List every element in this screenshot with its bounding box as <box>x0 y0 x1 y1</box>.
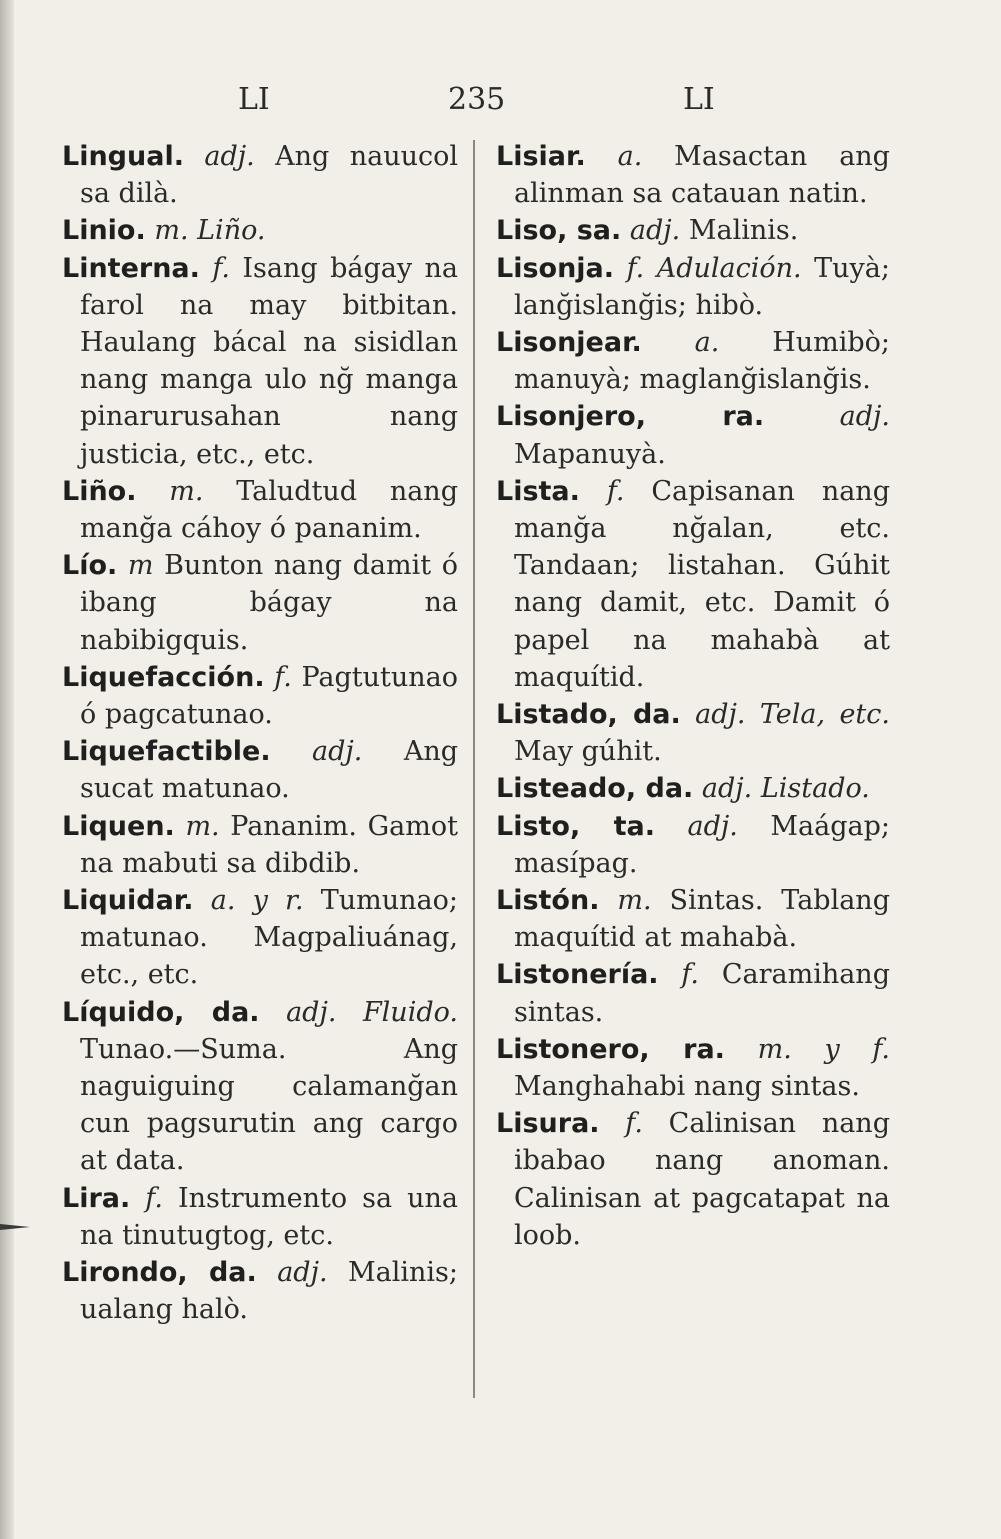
entry-grammar: a. y r. <box>210 885 304 917</box>
entry-grammar: adj. Fluido. <box>286 996 458 1028</box>
entry-grammar: f. <box>681 959 700 991</box>
entry-definition: Isang bágay na farol na may bitbitan. Haulang bácal na sisidlan nang manga ulo nğ manga pinarurusahan nang justicia, etc., etc. <box>80 252 458 470</box>
entry-headword: Listón. <box>496 885 600 917</box>
entry-definition: Ang nauucol sa dilà. <box>80 141 458 210</box>
entry-grammar: adj. <box>312 736 363 768</box>
entry-grammar: adj. Listado. <box>701 773 870 805</box>
entry-grammar: m. <box>169 475 204 507</box>
entry-definition: Pananim. Gamot na mabuti sa dibdib. <box>80 810 458 879</box>
entry-headword: Listo, ta. <box>496 810 655 842</box>
entry-definition: Bunton nang damit ó ibang bágay na nabibigquis. <box>80 550 458 656</box>
entry-headword: Lingual. <box>62 141 184 172</box>
entry-grammar: m <box>127 550 154 582</box>
dictionary-entry <box>496 770 890 807</box>
entry-headword: Linterna. <box>62 252 200 284</box>
page-edge-arrow-mark <box>0 1224 30 1230</box>
entry-headword: Lira. <box>62 1182 131 1214</box>
entry-definition: Maágap; masípag. <box>514 810 890 879</box>
right-column <box>496 138 890 1254</box>
entry-headword: Líquido, da. <box>62 996 260 1028</box>
entry-definition: Humibò; manuyà; maglanğislanğis. <box>514 327 890 396</box>
dictionary-entry <box>496 398 890 472</box>
entry-definition: Caramihang sintas. <box>514 959 890 1028</box>
entry-grammar: m. y f. <box>757 1033 890 1065</box>
entry-headword: Listonero, ra. <box>496 1033 725 1065</box>
entry-grammar: a. <box>617 141 643 172</box>
left-guide-word: LI <box>238 82 270 117</box>
entry-headword: Lisonjero, ra. <box>496 401 765 433</box>
dictionary-entry <box>62 882 458 994</box>
entry-definition: Tunao.—Suma. Ang naguiguing calamanğan cun pagsurutin ang cargo at data. <box>80 1033 458 1177</box>
entry-headword: Listeado, da. <box>496 773 694 805</box>
entry-headword: Lirondo, da. <box>62 1257 257 1289</box>
entry-grammar: m. <box>185 810 220 842</box>
dictionary-entry <box>496 324 890 398</box>
entry-headword: Lisiar. <box>496 141 586 172</box>
dictionary-entry <box>496 956 890 1030</box>
dictionary-entry <box>496 250 890 324</box>
entry-grammar: adj. <box>204 141 255 172</box>
entry-grammar: adj. Tela, etc. <box>695 699 890 731</box>
entry-definition: Ang sucat matunao. <box>80 736 458 805</box>
entry-definition: Mapanuyà. <box>514 438 666 470</box>
entry-definition: Calinisan nang ibabao nang anoman. Calinisan at pagcatapat na loob. <box>514 1108 890 1251</box>
entry-grammar: f. Adulación. <box>626 252 802 284</box>
entry-headword: Lisonja. <box>496 252 615 284</box>
column-divider <box>473 140 475 1398</box>
dictionary-entry <box>496 696 890 770</box>
dictionary-entry <box>62 1180 458 1254</box>
entry-headword: Liño. <box>62 475 137 507</box>
dictionary-entry <box>496 473 890 696</box>
entry-definition: Instrumento sa una na tinutugtog, etc. <box>80 1182 458 1251</box>
entry-grammar: adj. <box>277 1257 328 1289</box>
entry-definition: Manghahabi nang sintas. <box>514 1071 860 1103</box>
dictionary-entry <box>62 994 458 1180</box>
dictionary-entry <box>496 1031 890 1105</box>
entry-headword: Linio. <box>62 215 146 247</box>
entry-grammar: m. <box>154 215 189 247</box>
page-number: 235 <box>448 82 506 117</box>
left-column <box>62 138 458 1329</box>
dictionary-entry <box>62 808 458 882</box>
entry-headword: Liquefacción. <box>62 661 265 693</box>
entry-headword: Liquidar. <box>62 885 194 917</box>
dictionary-entry <box>496 138 890 212</box>
entry-definition: Sintas. Tablang maquítid at mahabà. <box>514 885 890 954</box>
entry-headword: Liquen. <box>62 810 175 842</box>
entry-headword: Liquefactible. <box>62 736 271 768</box>
entry-definition: Taludtud nang manğa cáhoy ó pananim. <box>80 475 458 545</box>
entry-definition: Capisanan nang manğa nğalan, etc. Tandaan; listahan. Gúhit nang damit, etc. Damit ó papel na mahabà at maquítid. <box>514 475 890 693</box>
dictionary-entry <box>496 212 890 249</box>
dictionary-entry <box>62 733 458 807</box>
dictionary-entry <box>62 250 458 473</box>
entry-definition: May gúhit. <box>514 736 662 768</box>
dictionary-entry <box>62 473 458 547</box>
entry-grammar: f. <box>145 1182 163 1214</box>
dictionary-entry <box>496 808 890 882</box>
entry-grammar: adj. <box>839 401 890 433</box>
entry-headword: Listonería. <box>496 959 659 991</box>
dictionary-entry <box>62 659 458 733</box>
entry-grammar: adj. <box>629 215 681 247</box>
entry-definition: Tuyà; lanğislanğis; hibò. <box>514 252 890 321</box>
entry-definition: Malinis; ualang halò. <box>80 1257 458 1326</box>
entry-headword: Lisonjear. <box>496 327 642 359</box>
right-guide-word: LI <box>683 82 715 117</box>
entry-headword: Listado, da. <box>496 699 681 731</box>
entry-grammar: m. <box>617 885 652 917</box>
entry-grammar: f. <box>212 252 230 284</box>
entry-grammar: f. <box>606 475 625 507</box>
entry-definition: Liño. <box>197 215 266 247</box>
entry-definition: Pagtutunao ó pagcatunao. <box>80 661 458 731</box>
entry-definition: Malinis. <box>688 215 799 247</box>
dictionary-entry <box>496 1105 890 1254</box>
dictionary-entry <box>62 547 458 659</box>
dictionary-entry <box>496 882 890 956</box>
page-spine-shadow <box>0 0 14 1539</box>
entry-headword: Liso, sa. <box>496 215 622 247</box>
entry-grammar: f. <box>625 1108 643 1140</box>
dictionary-entry <box>62 138 458 212</box>
page-header <box>0 82 1001 126</box>
entry-grammar: f. <box>274 661 292 693</box>
entry-grammar: a. <box>694 327 720 359</box>
entry-definition: Tumunao; matunao. Magpaliuánag, etc., etc. <box>80 885 458 991</box>
entry-grammar: adj. <box>687 810 738 842</box>
entry-headword: Lisura. <box>496 1108 600 1140</box>
dictionary-entry <box>62 1254 458 1328</box>
entry-headword: Lío. <box>62 550 118 582</box>
dictionary-entry <box>62 212 458 249</box>
entry-definition: Masactan ang alinman sa catauan natin. <box>514 141 890 210</box>
entry-headword: Lista. <box>496 475 580 507</box>
